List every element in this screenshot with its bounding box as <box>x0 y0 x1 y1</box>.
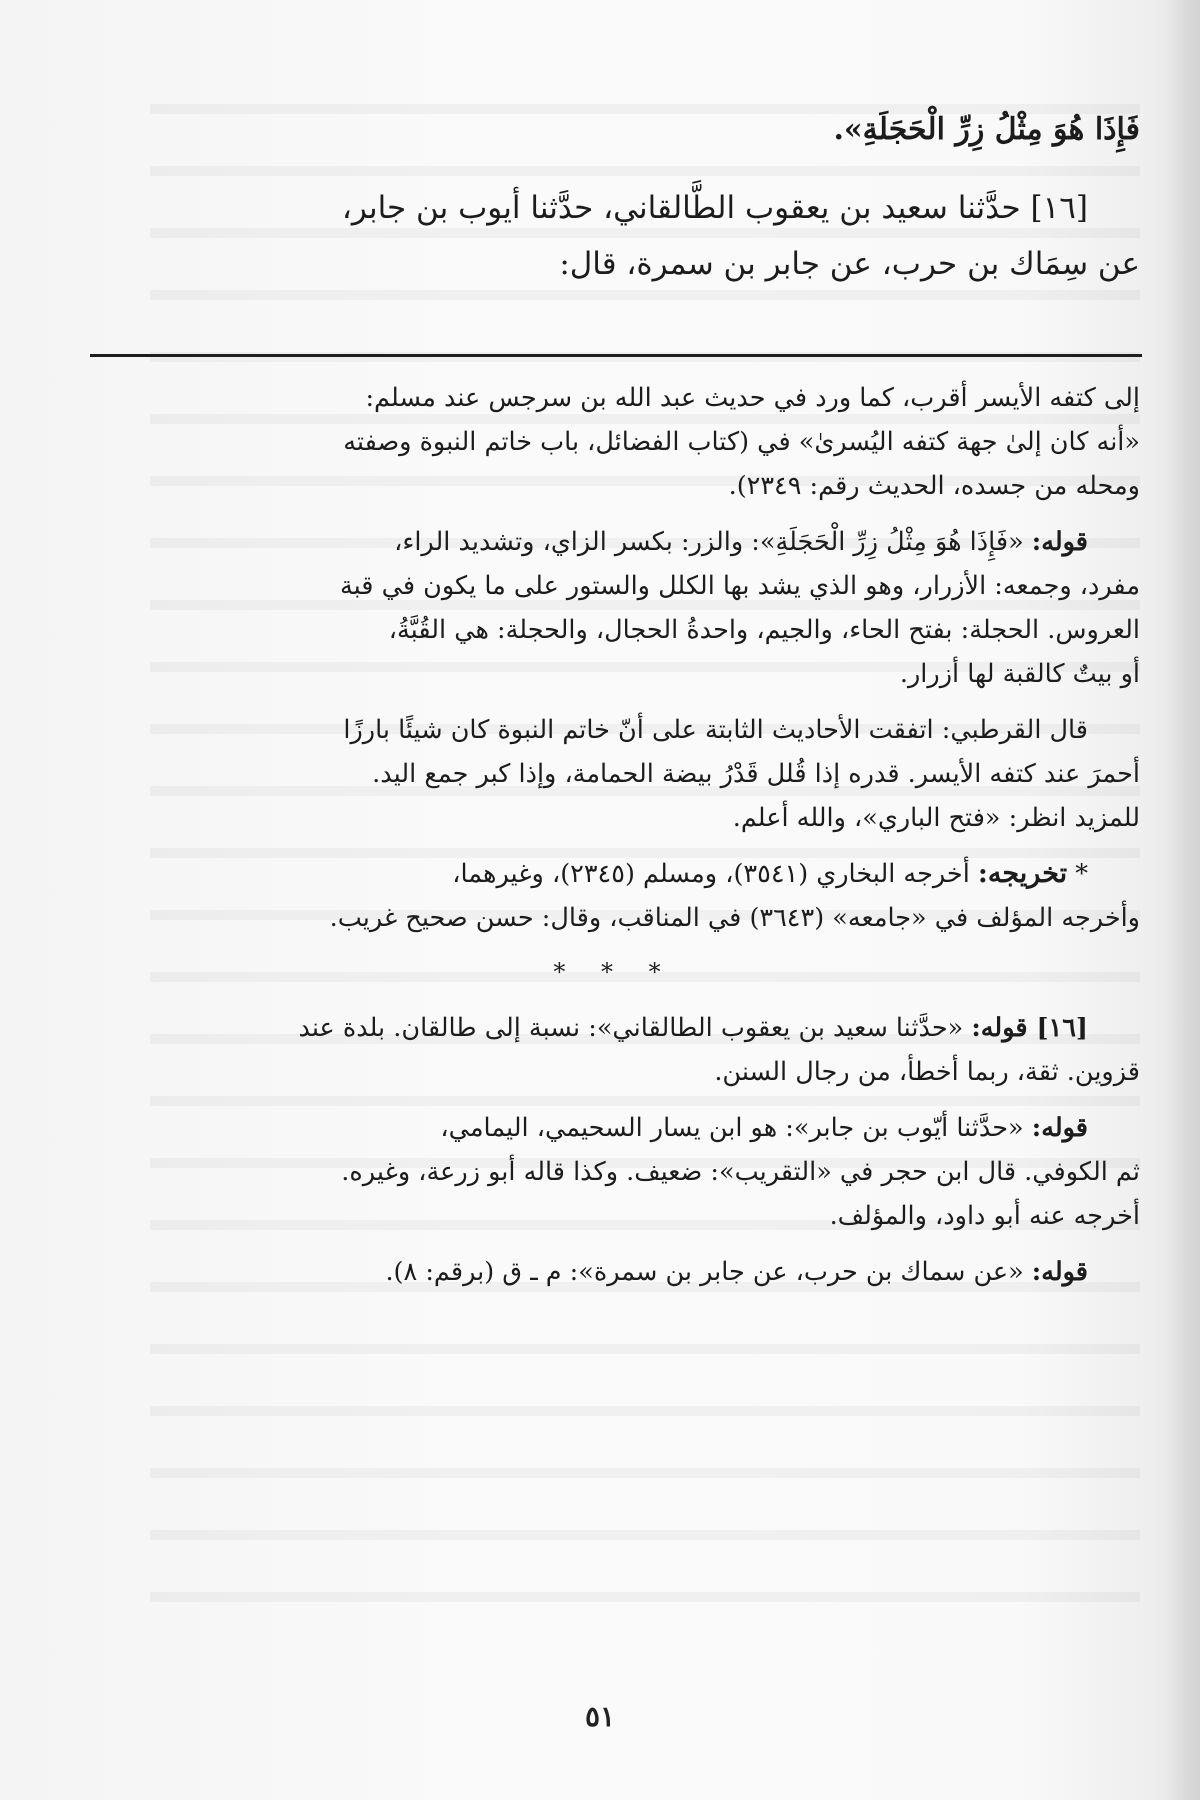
main-text-line-1: فَإِذَا هُوَ مِثْلُ زِرِّ الْحَجَلَةِ». <box>833 112 1140 147</box>
footnote-paragraph-3 <box>88 708 1140 840</box>
footnote-line <box>88 852 1140 896</box>
footnote-line <box>88 1250 1140 1294</box>
qawluhu-label: قوله: <box>1031 1113 1088 1143</box>
page-number: ٥١ <box>584 1700 616 1733</box>
footnote-line: أو بيتٌ كالقبة لها أزرار. <box>899 659 1140 689</box>
footnote-line: أحمرَ عند كتفه الأيسر. قدره إذا قُلل قَدْرُ بيضة الحمامة، وإذا كبر جمع اليد. <box>372 759 1140 789</box>
footnote-line <box>88 520 1140 564</box>
main-text <box>88 102 1140 292</box>
footnote-paragraph-7 <box>88 1250 1140 1294</box>
footnote-line: العروس. الحجلة: بفتح الحاء، والجيم، واحدةُ الحجال، والحجلة: هي القُبَّةُ، <box>388 615 1140 645</box>
footnote-line: ثم الكوفي. قال ابن حجر في «التقريب»: ضعيف. وكذا قاله أبو زرعة، وغيره. <box>341 1157 1140 1187</box>
takhrij-label: تخريجه: <box>977 858 1068 889</box>
footnote-line-text: «فَإِذَا هُوَ مِثْلُ زِرِّ الْحَجَلَةِ»: والزر: بكسر الزاي، وتشديد الراء، <box>394 527 1024 557</box>
footnote-line: ومحله من جسده، الحديث رقم: ٢٣٤٩). <box>728 471 1140 501</box>
footnote-line: مفرد، وجمعه: الأزرار، وهو الذي يشد بها الكلل والستور على ما يكون في قبة <box>339 571 1140 601</box>
section-separator-stars: * * * <box>553 958 675 986</box>
footnote-line: إلى كتفه الأيسر أقرب، كما ورد في حديث عبد الله بن سرجس عند مسلم: <box>365 383 1140 413</box>
footnote-divider-rule <box>90 354 1142 357</box>
footnote-line-text: أخرجه البخاري (٣٥٤١)، ومسلم (٢٣٤٥)، وغيرهما، <box>452 859 970 889</box>
main-text-line-2: [١٦] حدَّثنا سعيد بن يعقوب الطَّالقاني، حدَّثنا أيوب بن جابر، <box>341 190 1088 226</box>
asterisk-marker-icon: * <box>1075 859 1088 889</box>
footnote-line: قزوين. ثقة، ربما أخطأ، من رجال السنن. <box>714 1057 1140 1087</box>
footnote-line: وأخرجه المؤلف في «جامعه» (٣٦٤٣) في المناقب، وقال: حسن صحيح غريب. <box>329 903 1140 933</box>
footnote-paragraph-5 <box>88 1006 1140 1094</box>
page-gutter-shadow <box>1166 0 1200 1800</box>
footnote-line: قال القرطبي: اتفقت الأحاديث الثابتة على أنّ خاتم النبوة كان شيئًا بارزًا <box>343 715 1088 745</box>
footnote-paragraph-1 <box>88 376 1140 508</box>
footnote-line <box>88 1106 1140 1150</box>
footnote-line-text: «عن سماك بن حرب، عن جابر بن سمرة»: م ـ ق (برقم: ٨). <box>385 1257 1024 1287</box>
qawluhu-label: قوله: <box>1031 1257 1088 1287</box>
footnote-line-text: «حدَّثنا سعيد بن يعقوب الطالقاني»: نسبة إلى طالقان. بلدة عند <box>298 1013 964 1043</box>
qawluhu-label: قوله: <box>1031 527 1088 557</box>
footnote-line: «أنه كان إلىٰ جهة كتفه اليُسرىٰ» في (كتاب الفضائل، باب خاتم النبوة وصفته <box>343 427 1140 457</box>
footnote-line-text: «حدَّثنا أيّوب بن جابر»: هو ابن يسار السحيمي، اليمامي، <box>440 1113 1024 1143</box>
qawluhu-label: [١٦] قوله: <box>971 1013 1088 1043</box>
footnotes-section <box>88 376 1140 1306</box>
footnote-line: للمزيد انظر: «فتح الباري»، والله أعلم. <box>732 803 1140 833</box>
main-text-line-3: عن سِمَاك بن حرب، عن جابر بن سمرة، قال: <box>559 246 1140 282</box>
footnote-paragraph-2 <box>88 520 1140 696</box>
footnote-paragraph-6 <box>88 1106 1140 1238</box>
takhrij-paragraph <box>88 852 1140 940</box>
footnote-line <box>88 1006 1140 1050</box>
footnote-line: أخرجه عنه أبو داود، والمؤلف. <box>829 1201 1140 1231</box>
